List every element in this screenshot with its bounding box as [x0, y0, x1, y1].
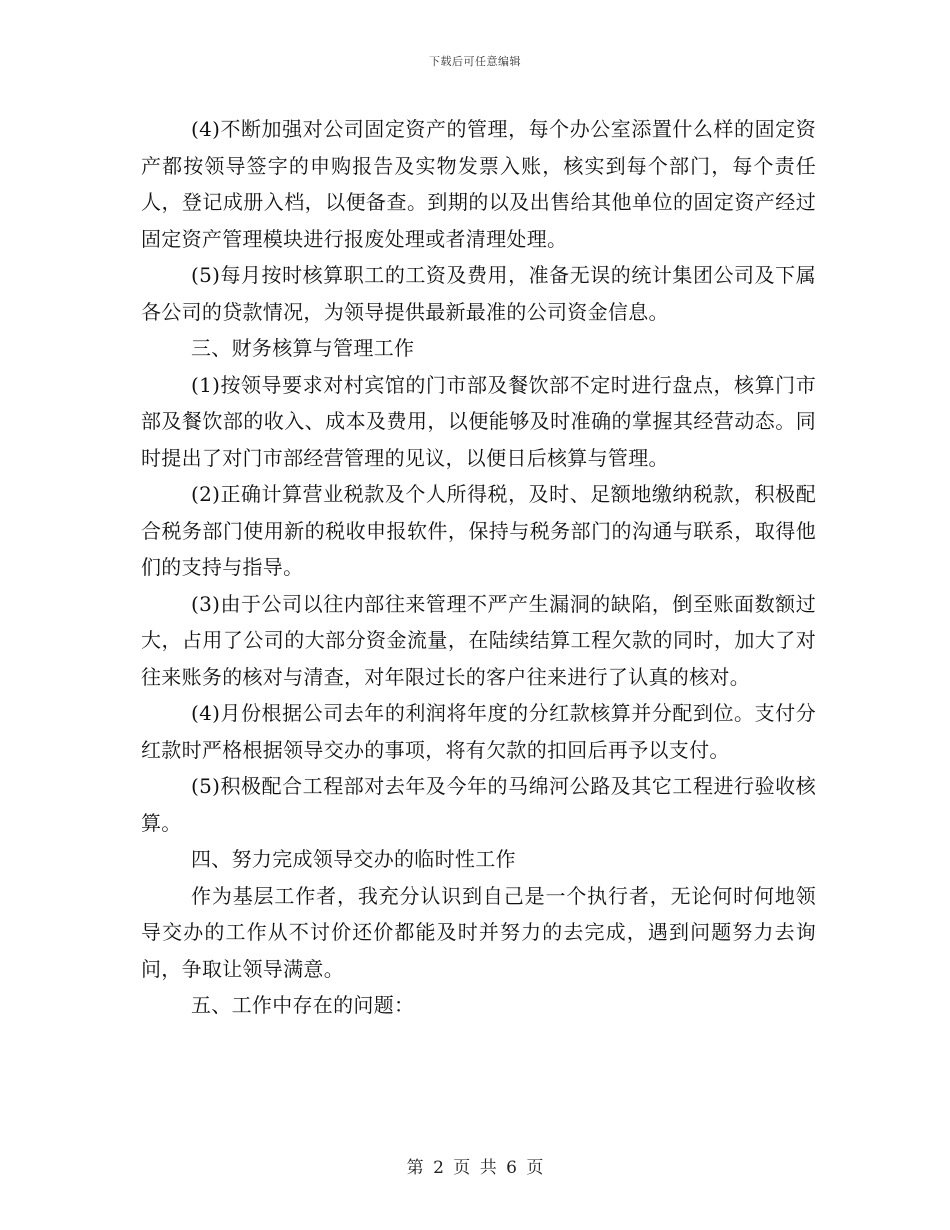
paragraph-tax: (2)正确计算营业税款及个人所得税，及时、足额地缴纳税款，积极配合税务部门使用新的税收申报软件，保持与税务部门的沟通与联系，取得他们的支持与指导。	[141, 482, 816, 579]
page-number: 第 2 页 共 6 页	[406, 1158, 544, 1178]
paragraph-executor: 作为基层工作者，我充分认识到自己是一个执行者，无论何时何地领导交办的工作从不讨价还价都能及时并努力的去完成，遇到问题努力去询问，争取让领导满意。	[141, 883, 816, 981]
section-heading-temporary-work: 四、努力完成领导交办的临时性工作	[191, 847, 516, 871]
section-heading-problems: 五、工作中存在的问题：	[191, 993, 415, 1017]
paragraph-dividends: (4)月份根据公司去年的利润将年度的分红款核算并分配到位。支付分红款时严格根据领导交办的事项，将有欠款的扣回后再予以支付。	[141, 701, 816, 762]
document-body	[141, 111, 816, 1024]
paragraph-receivables: (3)由于公司以往内部往来管理不严产生漏洞的缺陷，倒至账面数额过大，占用了公司的大部分资金流量，在陆续结算工程欠款的同时，加大了对往来账务的核对与清查，对年限过长的客户往来进行了认真的核对。	[141, 591, 816, 689]
paragraph-fixed-assets: (4)不断加强对公司固定资产的管理，每个办公室添置什么样的固定资产都按领导签字的申购报告及实物发票入账，核实到每个部门，每个责任人，登记成册入档，以便备查。到期的以及出售给其他单位的固定资产经过固定资产管理模块进行报废处理或者清理处理。	[141, 117, 816, 251]
paragraph-payroll: (5)每月按时核算职工的工资及费用，准备无误的统计集团公司及下属各公司的贷款情况，为领导提供最新最准的公司资金信息。	[141, 263, 816, 324]
page-header-note: 下载后可任意编辑	[429, 55, 521, 68]
paragraph-engineering: (5)积极配合工程部对去年及今年的马绵河公路及其它工程进行验收核算。	[141, 774, 816, 835]
section-heading-accounting: 三、财务核算与管理工作	[191, 336, 415, 360]
paragraph-inventory: (1)按领导要求对村宾馆的门市部及餐饮部不定时进行盘点，核算门市部及餐饮部的收入、成本及费用，以便能够及时准确的掌握其经营动态。同时提出了对门市部经营管理的见议，以便日后核算与管理。	[141, 372, 816, 470]
